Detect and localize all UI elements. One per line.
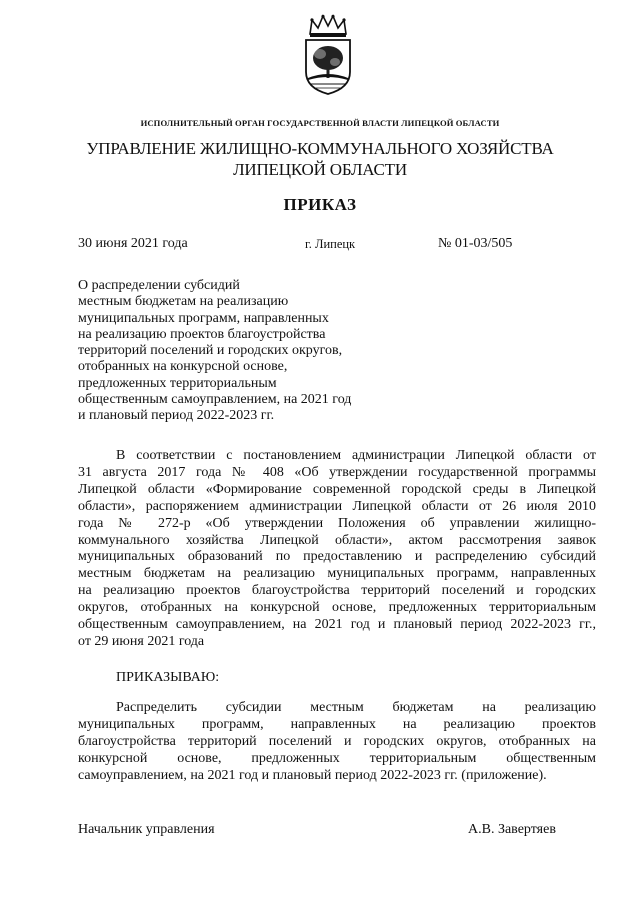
coat-of-arms-emblem [298, 14, 358, 96]
department-line: УПРАВЛЕНИЕ ЖИЛИЩНО-КОММУНАЛЬНОГО ХОЗЯЙСТВА [86, 139, 554, 158]
subject-line: на реализацию проектов благоустройства [78, 326, 326, 342]
department-line: ЛИПЕЦКОЙ ОБЛАСТИ [233, 160, 407, 179]
text-line: 31 августа 2017 года № 408 «Об утверждении государственной программы [78, 464, 596, 480]
signatory-name: А.В. Завертяев [468, 822, 556, 837]
text-line: самоуправлением, на 2021 год и плановый период 2022-2023 гг. (приложение). [78, 767, 547, 783]
order-paragraph [78, 700, 596, 785]
text-line: года № 272-р «Об утверждении Положения об управлении жилищно- [78, 515, 596, 531]
text-line: благоустройства территорий поселений и городских округов, отобранных на [78, 733, 596, 749]
preamble-paragraph [78, 448, 596, 651]
subject-line: и плановый период 2022-2023 гг. [78, 408, 275, 424]
text-line: области», распоряжением администрации Липецкой области от 26 июля 2010 [78, 498, 596, 514]
text-line: на реализацию проектов благоустройства территорий поселений и городских [78, 583, 596, 599]
signatory-position: Начальник управления [78, 822, 215, 837]
text-line: общественным самоуправлением, на 2021 год и плановый период 2022-2023 гг., [78, 617, 596, 633]
text-line: муниципальных программ, направленных на реализацию проектов [78, 716, 596, 732]
order-subject [78, 278, 351, 425]
department-name [0, 138, 640, 180]
subject-line: отобранных на конкурсной основе, [78, 359, 288, 375]
order-directive: ПРИКАЗЫВАЮ: [116, 670, 220, 685]
order-date: 30 июня 2021 года [78, 236, 188, 251]
text-line: округов, отобранных на конкурсной основе, предложенных территориальным [78, 600, 596, 616]
subject-line: территорий поселений и городских округов, [78, 343, 343, 359]
text-line: коммунального хозяйства Липецкой области», актом рассмотрения заявок [78, 532, 596, 548]
text-line: конкурсной основе, предложенных территориальным общественным [78, 750, 596, 766]
document-type: ПРИКАЗ [283, 195, 357, 214]
text-line: Распределить субсидии местным бюджетам на реализацию [116, 700, 596, 715]
order-number: № 01-03/505 [438, 236, 513, 251]
subject-line: общественным самоуправлением, на 2021 год [78, 392, 352, 408]
crown-icon [310, 15, 346, 37]
text-line: местным бюджетам на реализацию муниципальных программ, направленных [78, 566, 596, 582]
text-line: Липецкой области «Формирование современной городской среды в Липецкой [78, 481, 596, 497]
subject-line: местным бюджетам на реализацию [78, 294, 289, 310]
text-line: В соответствии с постановлением администрации Липецкой области от [116, 448, 596, 463]
subject-line: муниципальных программ, направленных [78, 310, 329, 326]
issuing-authority: ИСПОЛНИТЕЛЬНЫЙ ОРГАН ГОСУДАРСТВЕННОЙ ВЛАСТИ ЛИПЕЦКОЙ ОБЛАСТИ [140, 118, 500, 128]
subject-line: О распределении субсидий [78, 278, 240, 293]
order-place: г. Липецк [305, 237, 356, 251]
text-line: муниципальных образований по предоставлению и распределению субсидий [78, 549, 596, 565]
text-line: от 29 июня 2021 года [78, 633, 205, 649]
subject-line: предложенных территориальным [78, 375, 277, 391]
